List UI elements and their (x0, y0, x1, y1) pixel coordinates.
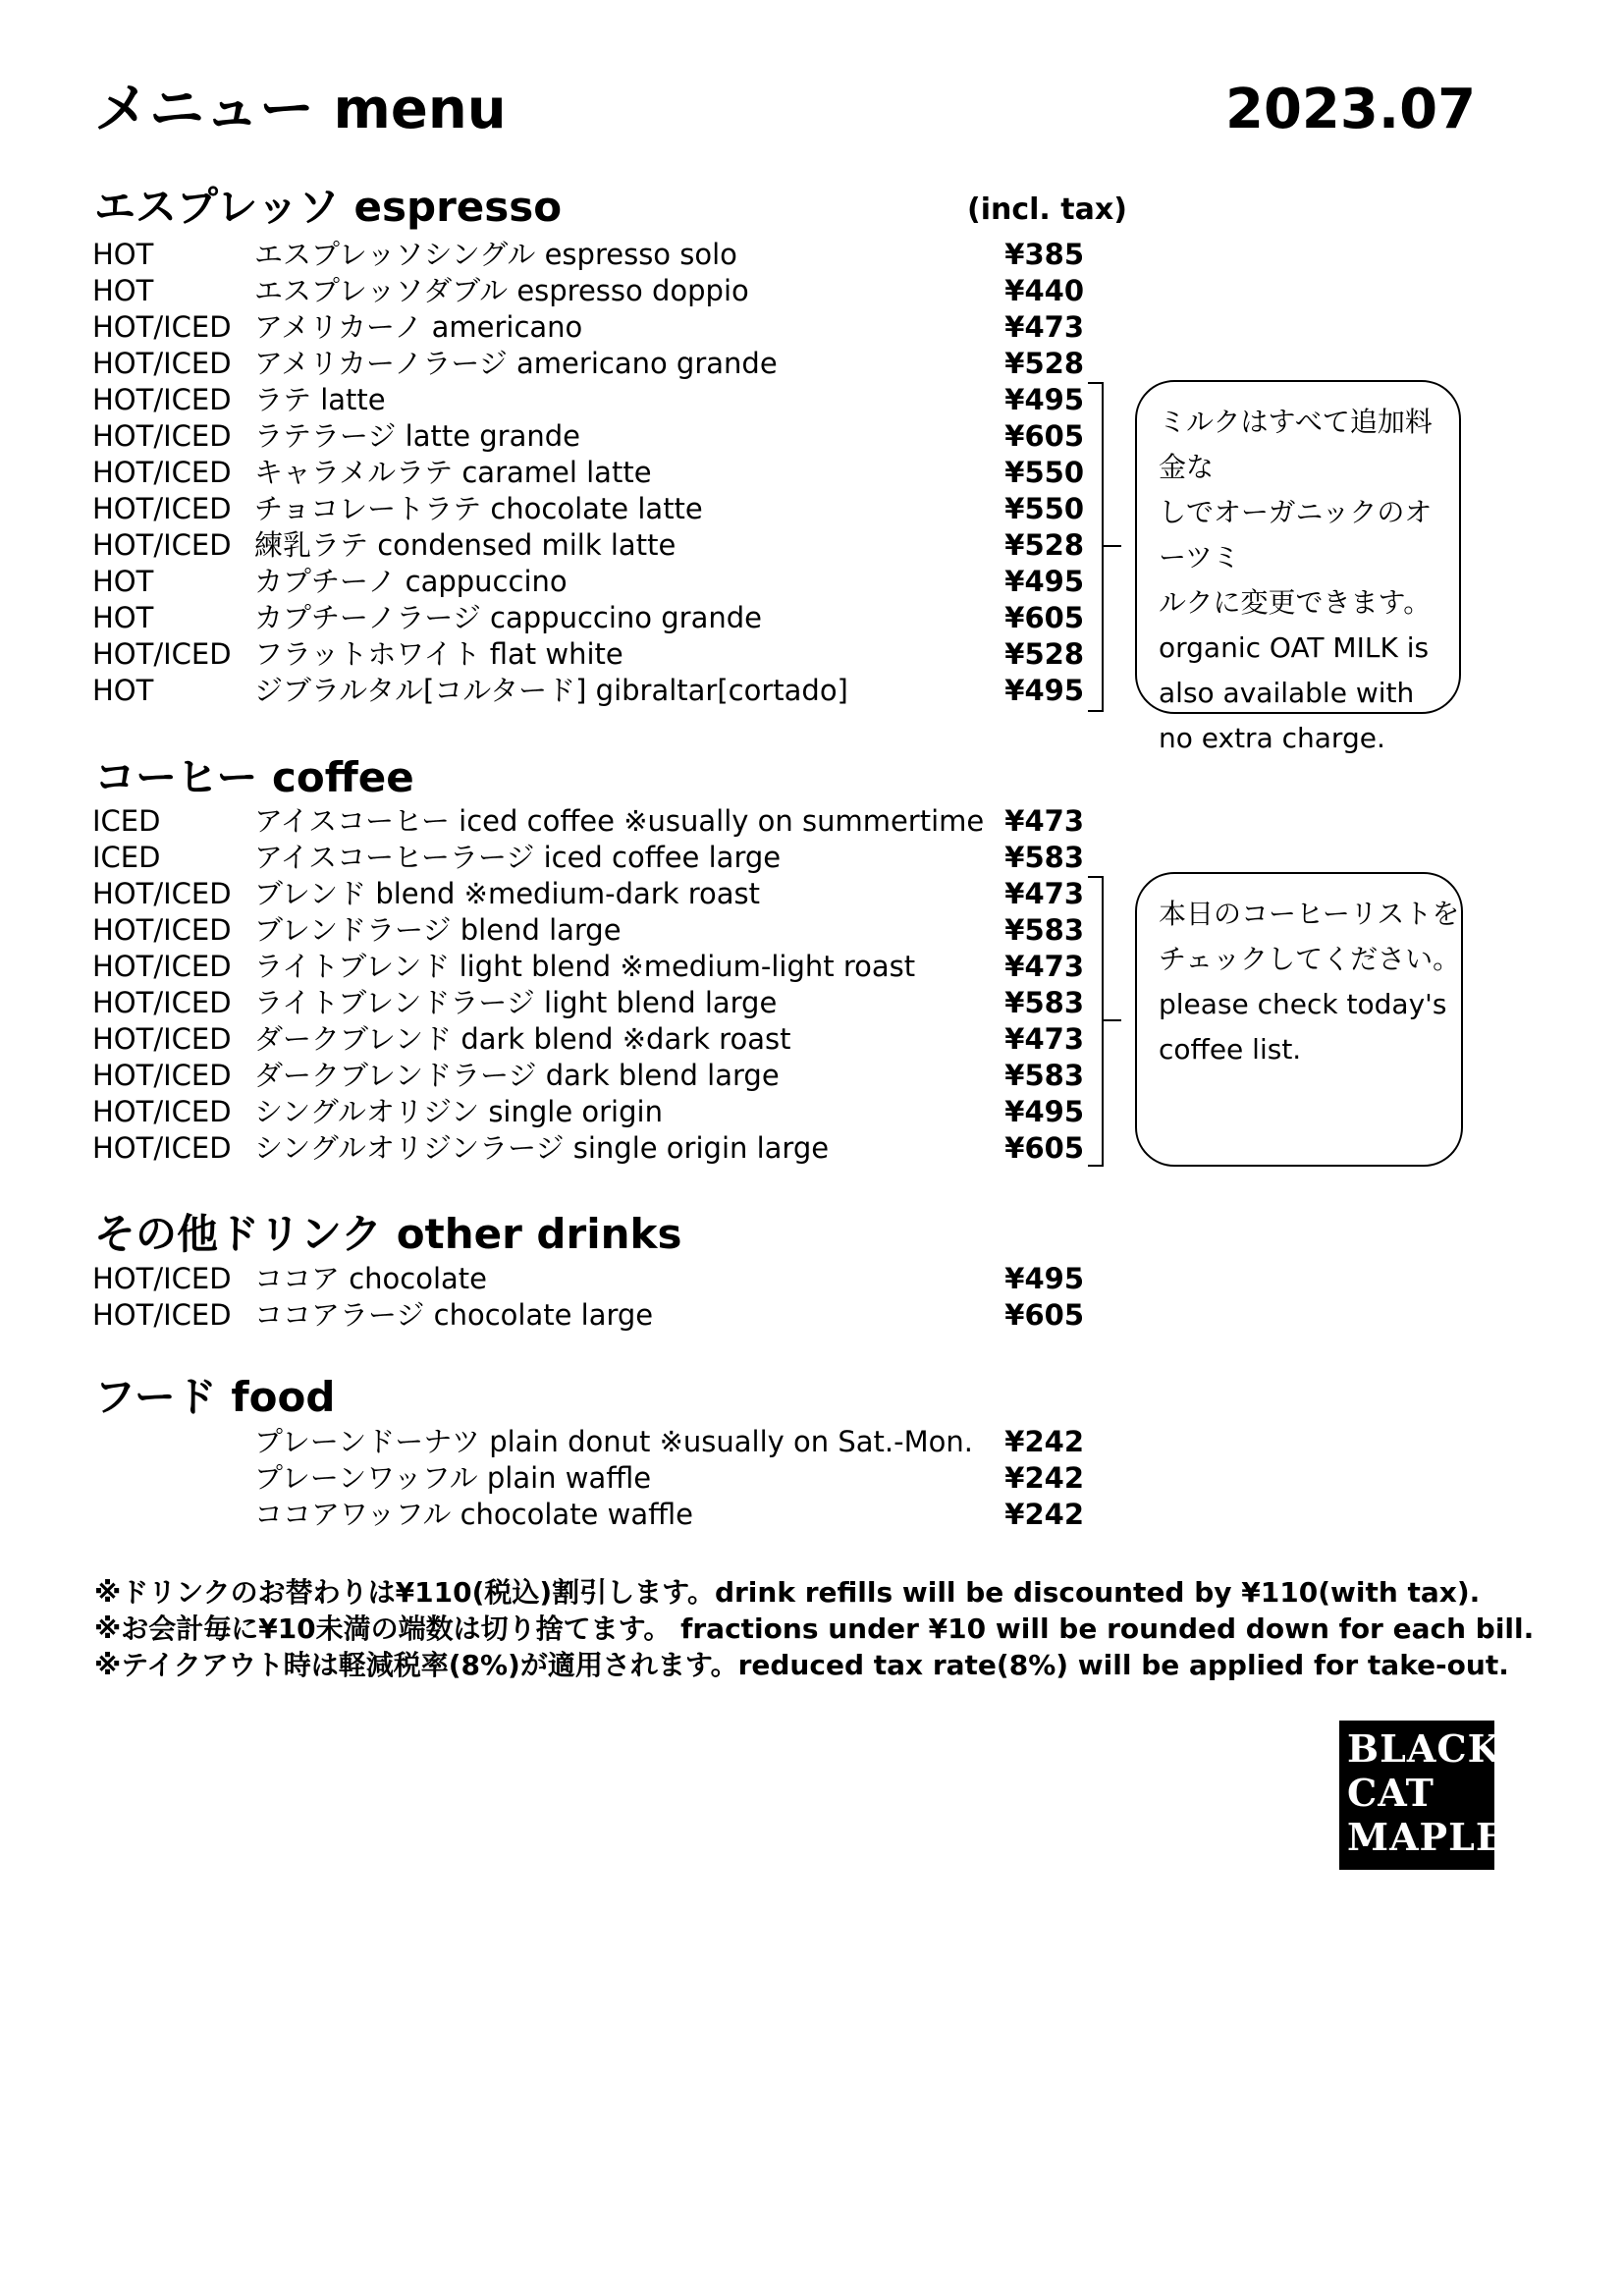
item-price: ¥473 (1004, 1022, 1084, 1056)
item-price: ¥473 (1004, 950, 1084, 983)
menu-item (92, 455, 1084, 491)
item-type: HOT/ICED (92, 1022, 232, 1056)
item-price: ¥473 (1004, 804, 1084, 838)
item-price: ¥528 (1004, 347, 1084, 380)
oat-milk-note (1135, 380, 1461, 754)
menu-item (92, 600, 1084, 636)
menu-item (92, 803, 1084, 840)
item-price: ¥242 (1004, 1461, 1084, 1495)
menu-item (92, 636, 1084, 673)
item-name: エスプレッソシングル espresso solo (254, 238, 737, 271)
item-type: HOT/ICED (92, 1095, 232, 1128)
note-bracket (1088, 876, 1104, 1167)
item-name: ジブラルタル[コルタード] gibraltar[cortado] (254, 674, 848, 707)
item-type: HOT/ICED (92, 310, 232, 344)
item-type: ICED (92, 841, 161, 874)
note-bracket-tick (1104, 545, 1121, 547)
note-line: also available with (1159, 677, 1415, 709)
item-price: ¥605 (1004, 419, 1084, 453)
item-price: ¥385 (1004, 238, 1084, 271)
item-name: キャラメルラテ caramel latte (254, 456, 652, 489)
item-type: HOT (92, 238, 154, 271)
menu-item (92, 912, 1084, 949)
section-title-coffee: コーヒー coffee (94, 753, 414, 801)
menu-item (92, 346, 1084, 382)
menu-date: 2023.07 (1225, 78, 1477, 141)
note-line: no extra charge. (1159, 722, 1385, 754)
item-name: ブレンドラージ blend large (254, 913, 622, 947)
footnote-takeout: ※テイクアウト時は軽減税率(8%)が適用されます。reduced tax rate(8%) will be applied for take-out. (94, 1649, 1509, 1681)
item-name: ココアワッフル chocolate waffle (254, 1498, 693, 1531)
coffee-list-note (1135, 872, 1463, 1167)
item-name: ライトブレンド light blend ※medium-light roast (254, 950, 916, 983)
item-price: ¥583 (1004, 913, 1084, 947)
menu-item (92, 309, 1084, 346)
item-name: アメリカーノ americano (254, 310, 583, 344)
item-type: HOT/ICED (92, 419, 232, 453)
item-type: HOT/ICED (92, 456, 232, 489)
item-price: ¥495 (1004, 1262, 1084, 1295)
note-line: チェックしてください。 (1159, 943, 1461, 975)
menu-item (92, 1460, 1084, 1497)
note-line: organic OAT MILK is (1159, 631, 1430, 664)
item-name: カプチーノ cappuccino (254, 565, 568, 598)
item-price: ¥583 (1004, 1059, 1084, 1092)
item-price: ¥583 (1004, 986, 1084, 1019)
item-price: ¥550 (1004, 456, 1084, 489)
footnote-refill: ※ドリンクのお替わりは¥110(税込)割引します。drink refills will be discounted by ¥110(with tax). (94, 1576, 1481, 1609)
item-price: ¥473 (1004, 310, 1084, 344)
item-type: HOT (92, 674, 154, 707)
menu-item (92, 418, 1084, 455)
item-type: HOT/ICED (92, 637, 232, 671)
item-type: HOT/ICED (92, 950, 232, 983)
item-name: ココアラージ chocolate large (254, 1298, 654, 1332)
note-line: 本日のコーヒーリストを (1159, 898, 1460, 930)
item-name: エスプレッソダブル espresso doppio (254, 274, 749, 307)
item-type: HOT/ICED (92, 877, 232, 910)
logo-line: CAT (1347, 1771, 1435, 1815)
item-name: シングルオリジンラージ single origin large (254, 1131, 830, 1165)
menu-item (92, 1424, 1084, 1460)
menu-item (92, 273, 1084, 309)
note-line: ミルクはすべて追加料金な (1159, 406, 1433, 483)
item-name: ココア chocolate (254, 1262, 488, 1295)
menu-item (92, 382, 1084, 418)
note-line: しでオーガニックのオーツミ (1159, 496, 1433, 574)
item-type: HOT (92, 601, 154, 634)
menu-item (92, 1497, 1084, 1533)
item-type: HOT/ICED (92, 913, 232, 947)
item-price: ¥605 (1004, 601, 1084, 634)
item-name: ブレンド blend ※medium-dark roast (254, 877, 760, 910)
note-line: ルクに変更できます。 (1159, 586, 1432, 619)
item-type: HOT/ICED (92, 1059, 232, 1092)
item-price: ¥605 (1004, 1131, 1084, 1165)
menu-item (92, 1297, 1084, 1334)
item-name: ラテ latte (254, 383, 386, 416)
note-line: please check today's (1159, 988, 1447, 1020)
item-type: HOT/ICED (92, 1298, 232, 1332)
item-name: シングルオリジン single origin (254, 1095, 663, 1128)
item-price: ¥550 (1004, 492, 1084, 525)
menu-item (92, 876, 1084, 912)
item-name: フラットホワイト flat white (254, 637, 623, 671)
item-type: HOT/ICED (92, 492, 232, 525)
item-name: プレーンワッフル plain waffle (254, 1461, 652, 1495)
item-price: ¥473 (1004, 877, 1084, 910)
item-name: ライトブレンドラージ light blend large (254, 986, 778, 1019)
item-price: ¥440 (1004, 274, 1084, 307)
item-name: ラテラージ latte grande (254, 419, 580, 453)
item-name: 練乳ラテ condensed milk latte (254, 528, 677, 562)
item-price: ¥242 (1004, 1425, 1084, 1458)
menu-item (92, 840, 1084, 876)
item-price: ¥605 (1004, 1298, 1084, 1332)
footnote-rounding: ※お会計毎に¥10未満の端数は切り捨てます。 fractions under ¥10 will be rounded down for each bill. (94, 1613, 1535, 1645)
section-title-other-drinks: その他ドリンク other drinks (94, 1210, 682, 1258)
item-name: ダークブレンドラージ dark blend large (254, 1059, 780, 1092)
item-price: ¥528 (1004, 528, 1084, 562)
item-type: HOT/ICED (92, 1131, 232, 1165)
note-line: coffee list. (1159, 1033, 1302, 1066)
item-type: HOT/ICED (92, 528, 232, 562)
section-title-espresso: エスプレッソ espresso (94, 183, 563, 231)
item-name: プレーンドーナツ plain donut ※usually on Sat.-Mon. (254, 1425, 973, 1458)
item-type: HOT/ICED (92, 1262, 232, 1295)
logo-line: BLACK (1347, 1726, 1501, 1771)
menu-item (92, 673, 1084, 709)
menu-item (92, 949, 1084, 985)
item-type: HOT/ICED (92, 986, 232, 1019)
item-type: HOT/ICED (92, 383, 232, 416)
menu-item (92, 1261, 1084, 1297)
note-bracket (1088, 382, 1104, 712)
note-bracket-tick (1104, 1019, 1121, 1021)
menu-item (92, 985, 1084, 1021)
item-name: アイスコーヒーラージ iced coffee large (254, 841, 782, 874)
section-title-food: フード food (94, 1373, 336, 1421)
menu-item (92, 1021, 1084, 1058)
page-title: メニュー menu (94, 78, 507, 141)
item-name: チョコレートラテ chocolate latte (254, 492, 703, 525)
item-price: ¥528 (1004, 637, 1084, 671)
item-name: カプチーノラージ cappuccino grande (254, 601, 762, 634)
menu-item (92, 1094, 1084, 1130)
logo-line: MAPLE (1347, 1815, 1505, 1859)
item-type: HOT (92, 565, 154, 598)
menu-item (92, 1058, 1084, 1094)
item-type: HOT/ICED (92, 347, 232, 380)
item-type: HOT (92, 274, 154, 307)
item-price: ¥495 (1004, 565, 1084, 598)
menu-item (92, 237, 1084, 273)
item-price: ¥242 (1004, 1498, 1084, 1531)
item-price: ¥495 (1004, 674, 1084, 707)
black-cat-maple-logo (1339, 1721, 1505, 1870)
item-price: ¥495 (1004, 383, 1084, 416)
menu-item (92, 527, 1084, 564)
menu-item (92, 1130, 1084, 1167)
item-price: ¥495 (1004, 1095, 1084, 1128)
menu-item (92, 491, 1084, 527)
item-type: ICED (92, 804, 161, 838)
item-name: ダークブレンド dark blend ※dark roast (254, 1022, 791, 1056)
item-name: アメリカーノラージ americano grande (254, 347, 778, 380)
item-price: ¥583 (1004, 841, 1084, 874)
tax-note: (incl. tax) (967, 192, 1127, 227)
menu-item (92, 564, 1084, 600)
item-name: アイスコーヒー iced coffee ※usually on summertime (254, 804, 985, 838)
